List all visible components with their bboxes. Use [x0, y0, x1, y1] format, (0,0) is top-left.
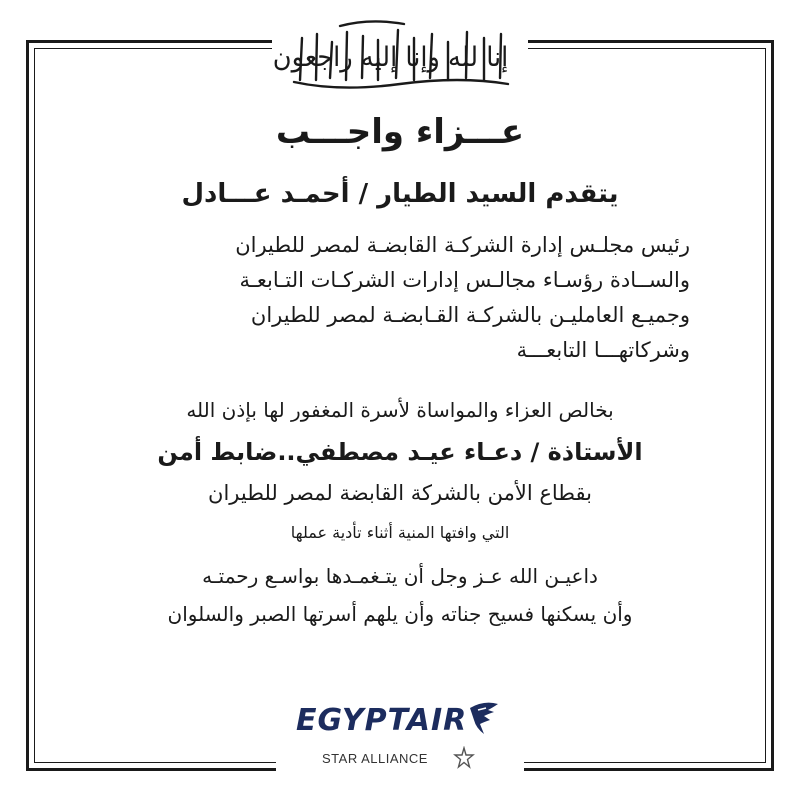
body-line: والســادة رؤسـاء مجالـس إدارات الشركـات التـابعـة: [239, 268, 690, 292]
body-line: رئيس مجلـس إدارة الشركـة القابضـة لمصر للطيران: [235, 233, 690, 257]
logo-wordmark: EGYPTAIR: [296, 703, 468, 738]
body-paragraph: [110, 228, 690, 368]
egyptair-logo: [292, 694, 508, 784]
sender-line: يتقدم السيد الطيار / أحمـد عـــادل: [181, 179, 619, 209]
page-title: عـــزاء واجـــب: [275, 112, 525, 152]
condolence-line: بخالص العزاء والمواساة لأسرة المغفور لها بإذن الله: [186, 398, 614, 422]
horus-falcon-icon: [464, 698, 504, 740]
star-alliance-icon: [452, 746, 476, 770]
star-alliance-label: STAR ALLIANCE: [322, 751, 428, 766]
passed-away-line: التي وافتها المنية أثناء تأدية عملها: [290, 523, 510, 542]
deceased-name: الأستاذة / دعـاء عيـد مصطفي..ضابط أمن: [157, 438, 643, 466]
prayer-line-1: داعيـن الله عـز وجل أن يتـغمـدها بواسـع رحمتـه: [202, 564, 598, 588]
prayer-line-2: وأن يسكنها فسيح جناته وأن يلهم أسرتها الصبر والسلوان: [167, 602, 633, 626]
body-line: وشركاتهـــا التابعـــة: [516, 338, 690, 362]
sector-line: بقطاع الأمن بالشركة القابضة لمصر للطيران: [208, 481, 592, 505]
body-line: وجميـع العامليـن بالشركـة القـابضـة لمصر للطيران: [250, 303, 690, 327]
verse-text: إنا لله وإنا إليه راجعون: [272, 42, 509, 73]
